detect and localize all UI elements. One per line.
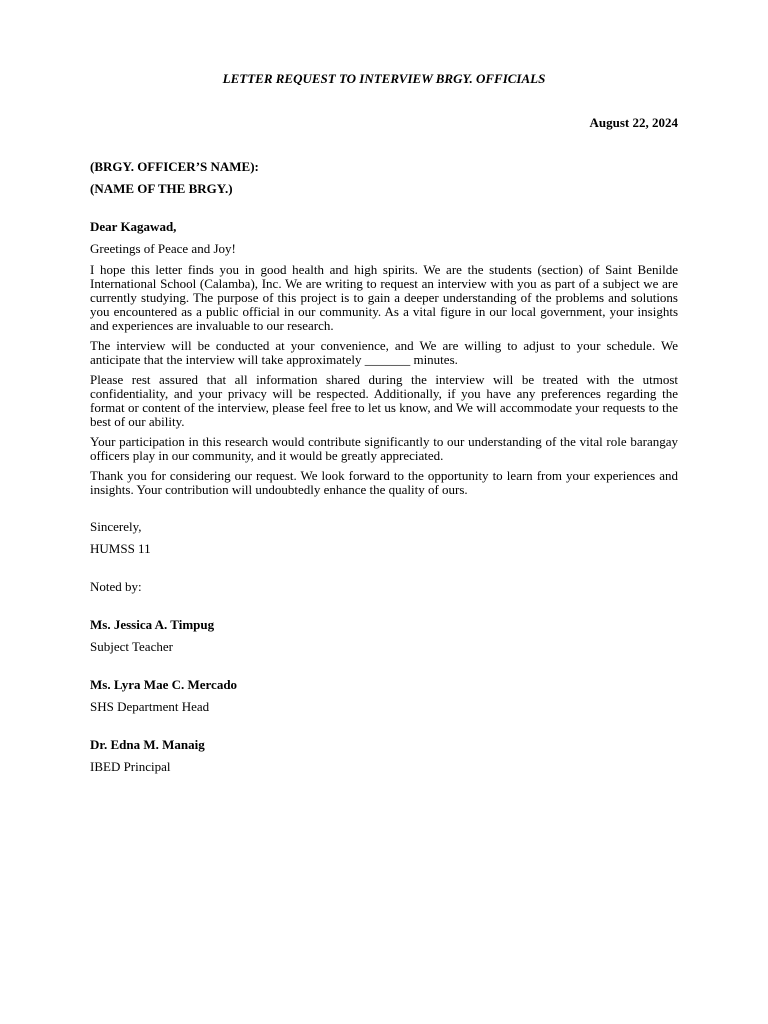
signatory-role: SHS Department Head: [90, 699, 210, 714]
signatory-name: Dr. Edna M. Manaig: [90, 737, 205, 752]
salutation: Dear Kagawad,: [90, 219, 177, 234]
closing-line: Sincerely,: [90, 519, 142, 534]
letter-title: LETTER REQUEST TO INTERVIEW BRGY. OFFICIALS: [222, 71, 546, 86]
recipient-name: (BRGY. OFFICER’S NAME):: [90, 159, 259, 174]
body-paragraph-schedule: The interview will be conducted at your convenience, and We are willing to adjust to your schedule. We anticipate that the interview will take approximately _______ minutes.: [90, 338, 678, 367]
signer-group: HUMSS 11: [90, 541, 151, 556]
letter-body: [90, 71, 678, 775]
signatory-role: Subject Teacher: [90, 639, 173, 654]
body-paragraph-confidentiality: Please rest assured that all information shared during the interview will be treated with the utmost confidentiality, and your privacy will be respected. Additionally, if you have any preferences regarding the format or content of the interview, please feel free to let us know, and We will accommodate your requests to the best of our ability.: [90, 372, 678, 429]
greeting-line: Greetings of Peace and Joy!: [90, 241, 236, 256]
recipient-barangay: (NAME OF THE BRGY.): [90, 181, 233, 196]
body-paragraph-participation: Your participation in this research would contribute significantly to our understanding of the vital role barangay officers play in our community, and it would be greatly appreciated.: [90, 434, 678, 463]
signatory-name: Ms. Lyra Mae C. Mercado: [90, 677, 238, 692]
signatory-role: IBED Principal: [90, 759, 171, 774]
letter-date: August 22, 2024: [589, 115, 678, 130]
body-paragraph-intro: I hope this letter finds you in good health and high spirits. We are the students (section) of Saint Benilde International School (Calamba), Inc. We are writing to request an interview with you as part of a subject we are currently studying. The purpose of this project is to gain a deeper understanding of the problems and solutions you encountered as a public official in our community. As a vital figure in our local government, your insights and experiences are invaluable to our research.: [90, 262, 678, 333]
body-paragraph-thanks: Thank you for considering our request. We look forward to the opportunity to learn from your experiences and insights. Your contribution will undoubtedly enhance the quality of ours.: [90, 468, 678, 497]
signatory-name: Ms. Jessica A. Timpug: [90, 617, 215, 632]
noted-by-label: Noted by:: [90, 579, 142, 594]
